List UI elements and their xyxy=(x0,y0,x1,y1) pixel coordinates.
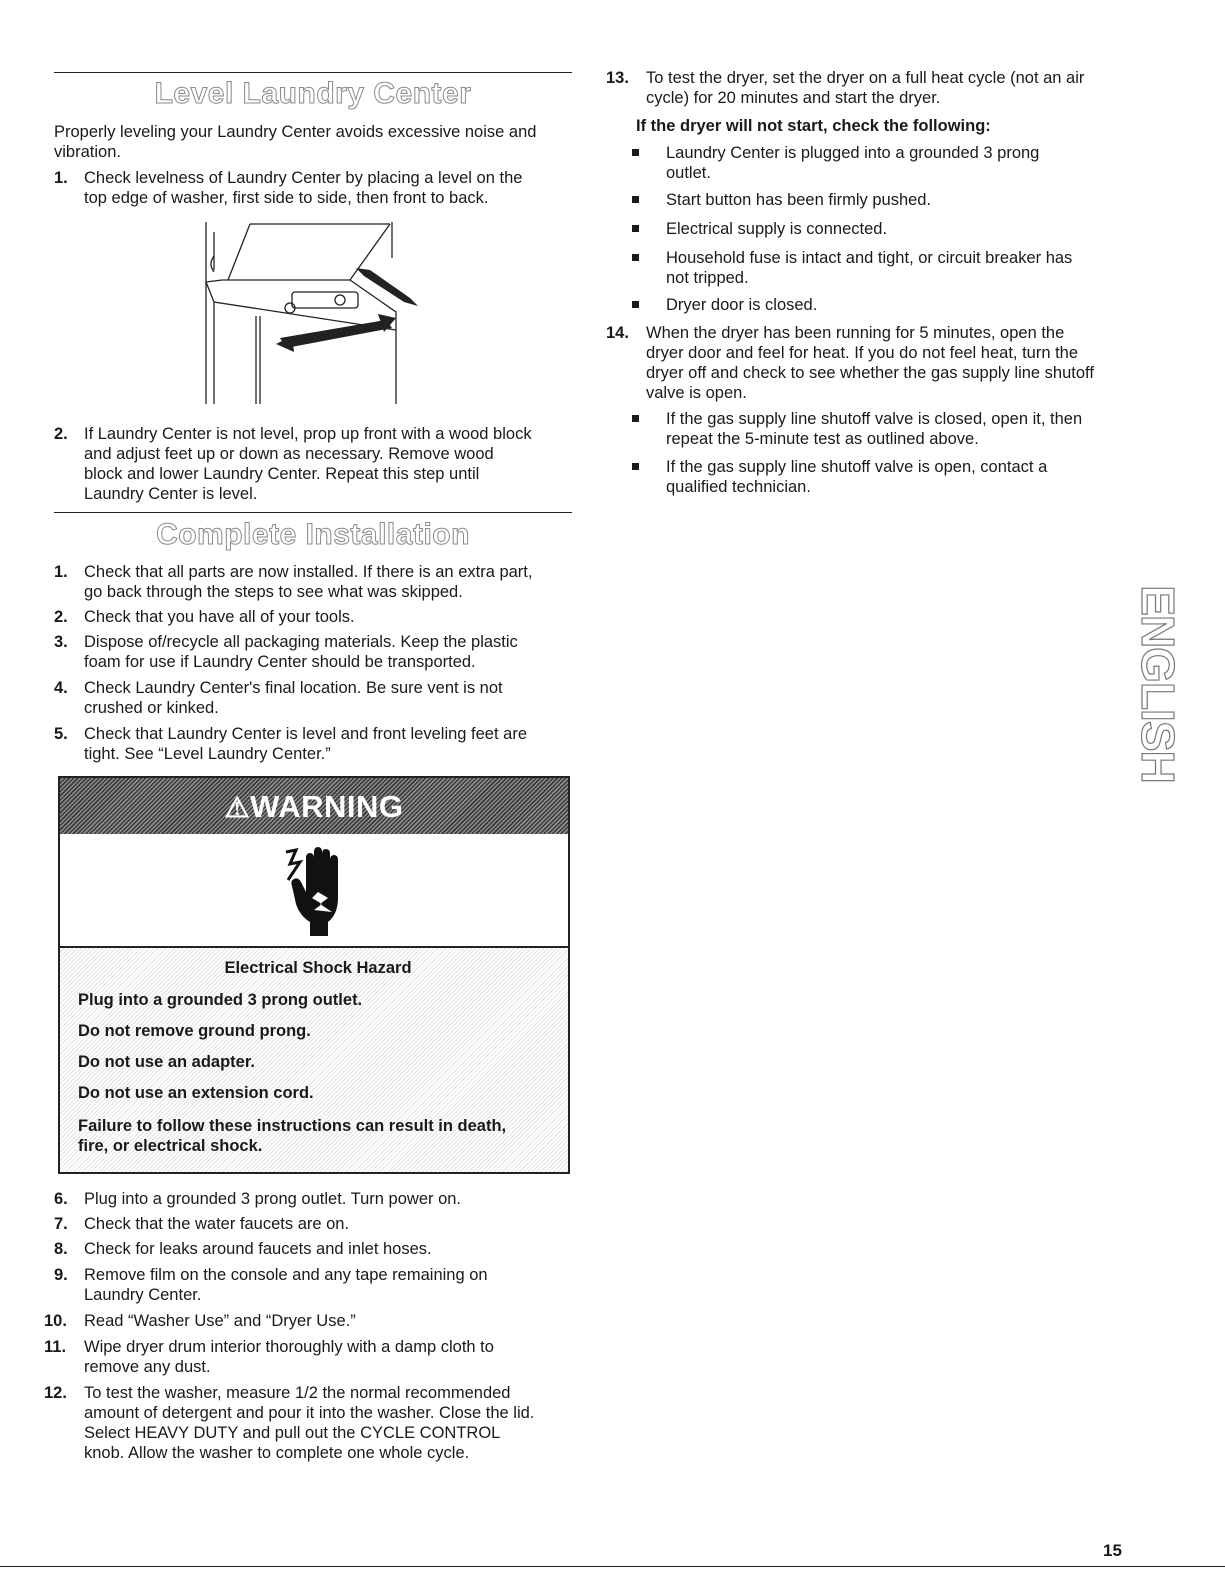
complete-step-7: 7. Check that the water faucets are on. xyxy=(54,1215,350,1233)
complete-step-9: 9. Remove film on the console and any tape remaining on Laundry Center. xyxy=(54,1266,488,1304)
complete-step-8: 8. Check for leaks around faucets and inlet hoses. xyxy=(54,1240,432,1258)
section-rule-top xyxy=(54,72,572,73)
warning-consequence: Failure to follow these instructions can result in death, fire, or electrical shock. xyxy=(78,1117,507,1155)
warning-line-1: Plug into a grounded 3 prong outlet. xyxy=(78,991,363,1009)
gas-check-2: If the gas supply line shutoff valve is open, contact a qualified technician. xyxy=(606,457,1126,497)
complete-step-2: 2. Check that you have all of your tools. xyxy=(54,608,355,626)
laundry-center-level-illustration xyxy=(200,218,430,408)
complete-step-10: 10. Read “Washer Use” and “Dryer Use.” xyxy=(44,1312,356,1330)
warning-line-2: Do not remove ground prong. xyxy=(78,1022,311,1040)
dryer-check-5: Dryer door is closed. xyxy=(606,295,1126,315)
dryer-check-heading: If the dryer will not start, check the following: xyxy=(636,117,991,135)
dryer-heat-step-14: 14. When the dryer has been running for 5 minutes, open the dryer door and feel for heat. If you do not feel heat, turn the dryer off and check to see whether the gas supply line shutoff valve is open. xyxy=(606,324,1094,402)
level-step-2: 2. If Laundry Center is not level, prop up front with a wood block and adjust feet up or down as necessary. Remove wood block and lower Laundry Center. Repeat this step until Laundry Center is level. xyxy=(54,425,532,503)
level-step-1: 1. Check levelness of Laundry Center by placing a level on the top edge of washer, first side to side, then front to back. xyxy=(54,169,523,207)
gas-check-1: If the gas supply line shutoff valve is closed, open it, then repeat the 5-minute test as outlined above. xyxy=(606,409,1126,449)
complete-step-4: 4. Check Laundry Center's final location. Be sure vent is not crushed or kinked. xyxy=(54,679,503,717)
bullet-square-icon xyxy=(632,415,639,422)
complete-step-3: 3. Dispose of/recycle all packaging materials. Keep the plastic foam for use if Laundry Center should be transported. xyxy=(54,633,518,671)
bullet-square-icon xyxy=(632,254,639,261)
bullet-square-icon xyxy=(632,225,639,232)
warning-triangle-icon: ⚠ xyxy=(224,792,251,823)
complete-step-1: 1. Check that all parts are now installed. If there is an extra part, go back through the steps to see what was skipped. xyxy=(54,563,533,601)
warning-line-4: Do not use an extension cord. xyxy=(78,1084,314,1102)
complete-section-title: Complete Installation xyxy=(156,518,470,551)
complete-step-6: 6. Plug into a grounded 3 prong outlet. Turn power on. xyxy=(54,1190,462,1208)
warning-header xyxy=(60,778,568,834)
page-bottom-rule xyxy=(0,1566,1225,1567)
warning-line-3: Do not use an adapter. xyxy=(78,1053,255,1071)
hazard-title: Electrical Shock Hazard xyxy=(224,959,412,977)
bullet-square-icon xyxy=(632,149,639,156)
electrical-shock-hand-icon xyxy=(284,846,354,938)
level-intro: Properly leveling your Laundry Center avoids excessive noise and vibration. xyxy=(54,123,537,161)
warning-icon-panel xyxy=(60,834,568,948)
dryer-check-3: Electrical supply is connected. xyxy=(606,219,1126,239)
page-number: 15 xyxy=(1103,1541,1122,1560)
bullet-square-icon xyxy=(632,301,639,308)
bullet-square-icon xyxy=(632,463,639,470)
dryer-check-1: Laundry Center is plugged into a grounded 3 prong outlet. xyxy=(606,143,1126,183)
dryer-check-4: Household fuse is intact and tight, or circuit breaker has not tripped. xyxy=(606,248,1126,288)
warning-heading: ⚠WARNING xyxy=(224,789,404,824)
language-side-tab: ENGLISH xyxy=(1132,585,1184,783)
complete-step-11: 11. Wipe dryer drum interior thoroughly with a damp cloth to remove any dust. xyxy=(44,1338,494,1376)
bullet-square-icon xyxy=(632,196,639,203)
dryer-check-2: Start button has been firmly pushed. xyxy=(606,190,1126,210)
complete-step-12: 12. To test the washer, measure 1/2 the normal recommended amount of detergent and pour it into the washer. Close the lid. Select HEAVY DUTY and pull out the CYCLE CONTROL knob. Allow the washer to complete one whole cycle. xyxy=(44,1384,535,1462)
level-section-title: Level Laundry Center xyxy=(154,77,472,110)
warning-box xyxy=(58,776,570,1174)
section-rule-complete xyxy=(54,512,572,513)
complete-step-5: 5. Check that Laundry Center is level and front leveling feet are tight. See “Level Laundry Center.” xyxy=(54,725,528,763)
dryer-test-step-13: 13. To test the dryer, set the dryer on a full heat cycle (not an air cycle) for 20 minutes and start the dryer. xyxy=(606,69,1085,107)
